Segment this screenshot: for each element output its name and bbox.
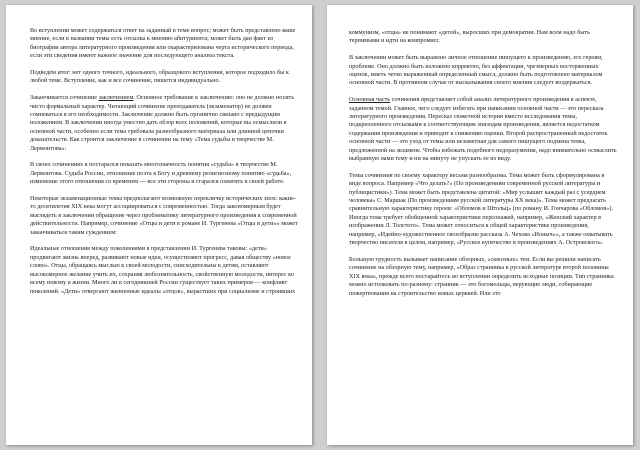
paragraph: Большую трудность вызывает написание обзорных, «сквозных» тем. Если вы решили написать сочинение на обзорную тему, например, «Образ странника в русской литературе второй половины XIX века», прежде всего постарайтесь во вступлении определить исходные позиции. Тип странника можно истолковать по-разному: странник — это богомольцы, верующие люди, собирающие пожертвования на строительство новых церквей. Или это <box>349 255 614 297</box>
left-page <box>6 5 312 445</box>
right-page <box>327 5 633 445</box>
paragraph: В заключении может быть выражено личное отношение пишущего к произведению, его героям, проблеме. Оно должно быть изложено корректно, без аффектации, чрезмерных восторженных оценок, иметь четко выраженный определенный смысл, должно быть подготовлено материалом основной части. В противном случае от высказывания своего мнения следует воздержаться. <box>349 54 603 87</box>
paragraph: Во вступлении может содержаться ответ на заданный в теме вопрос; может быть представлено ваше мнение, если в названии темы есть отсылка к мнению абитуриента; может быть дан факт из биографии автора литературного произведения или охарактеризована черта исторического периода, если эти сведения имеют важное значение для последующего анализа текста. <box>30 27 296 60</box>
underlined-term: Основная часть <box>349 96 391 104</box>
paragraph: Темы сочинения по своему характеру весьма разнообразны. Тема может быть сформулирована в виде вопроса. Например «Что делать?» (По произведениям современной русской литературы и публицистики»). Тема может быть представлена цитатой: «Мир услышит каждый раз с усердием человека» С. Маршак (По произведениям русской литературы XX века)». Тема может предлагать сравнительную характеристику героев: «Обломов и Штольц» (по роману И. Гончарова «Обломов»). Иногда тема требует обобщенной характеристики персонажей, например, «Женский характер в изображении Л. Толстого». Тема может относиться к общей характеристике произведения, например, «Идейно-художественное своеобразие рассказа А. Чехова «Ионыч»», а также охватывать творчество писателя в целом, например, «Русское купечество в произведениях А. Островского». <box>349 171 613 247</box>
paragraph: Основная часть сочинения представляет собой анализ литературного произведения в аспекте, заданном темой. Главное, чего следует избегать при написании основной части — это пересказа литературного произведения. Пересказ сюжетной истории вместо исследования темы, подкрепленного отсылками к соответствующим эпизодам произведения, является недостатком содержания произведения и приводит к снижению оценки. Второй распространенный недостаток основной части — это уход от темы или незаметная для самого пишущего подмена темы, предложенной на экзамене. Чтобы избежать подобного недоразумения, надо внимательно осмыслить выбранную вами тему и ни на минуту не упускать ее из виду. <box>349 96 617 163</box>
paragraph: Заканчивается сочинение заключением. Основное требование к заключению: оно не должно носить чисто формальный характер. Читающий сочинение преподаватель (экзаменатор) не должен сомневаться в его необходимости. Заключение должно быть органично связано с предыдущим изложением. В заключении иногда уместно дать обзор всех положений, которые вы осмыслили в основной части, особенно если тема требовала разнообразного материала или длинной цепочки доказательств. Как строится заключение в сочинении на тему «Тема судьбы в творчестве М. Лермонтова»: <box>30 94 295 152</box>
underlined-term: заключением <box>98 94 134 102</box>
left-page-text <box>30 27 298 304</box>
paragraph: В своих сочинениях я постарался показать многозначность понятия «судьба» в творчестве М. Лермонтова. Судьба России, отношение поэта к Богу и древнему религиозному понятию «судьба», изменение этого отношения со временем — все эти стороны я старался охватить в своей работе. <box>30 161 292 186</box>
right-page-text <box>349 29 617 306</box>
paragraph: Идеальные отношения между поколениями в представлении И. Тургенева таковы: «дети» продвигают жизнь вперед, развивают новые идеи, осуществляют прогресс, давая обществу «новое слово». Отцы, обращаясь мыслью к своей молодости, снисходительны к детям, оставляют высокомерное желание учить их, сохраняя любознательность, свойственную молодости, интерес ко всему новому в жизни. Много ли в сегодняшней России существует таких примеров — конфликт поколений. «Дети» отвергают жизненные идеалы «отцов», вырастших при социализме и строивших <box>30 245 296 295</box>
paragraph: Подведём итог: нет одного точного, идеального, образцового вступления, которое подходило бы к любой теме. Вступление, как и все сочинение, пишется индивидуально. <box>30 69 289 85</box>
paragraph: коммунизм, «отцы» не понимают «детей», выросших при демократии. Нам всем надо быть терпимыми и идти на компромисс. <box>349 29 590 45</box>
paragraph: Некоторые экзаменационные темы предполагают возможную перекличку исторических эпох: какие-то десятилетия XIX века могут ассоциироваться с современностью. Тогда закономерным будет выглядеть в заключении обращение через проблематику литературного произведения к современной действительности. Например, сочинение «Отцы и дети в романе И. Тургенева «Отцы и дети»» может заканчиваться таким суждением: <box>30 195 298 236</box>
